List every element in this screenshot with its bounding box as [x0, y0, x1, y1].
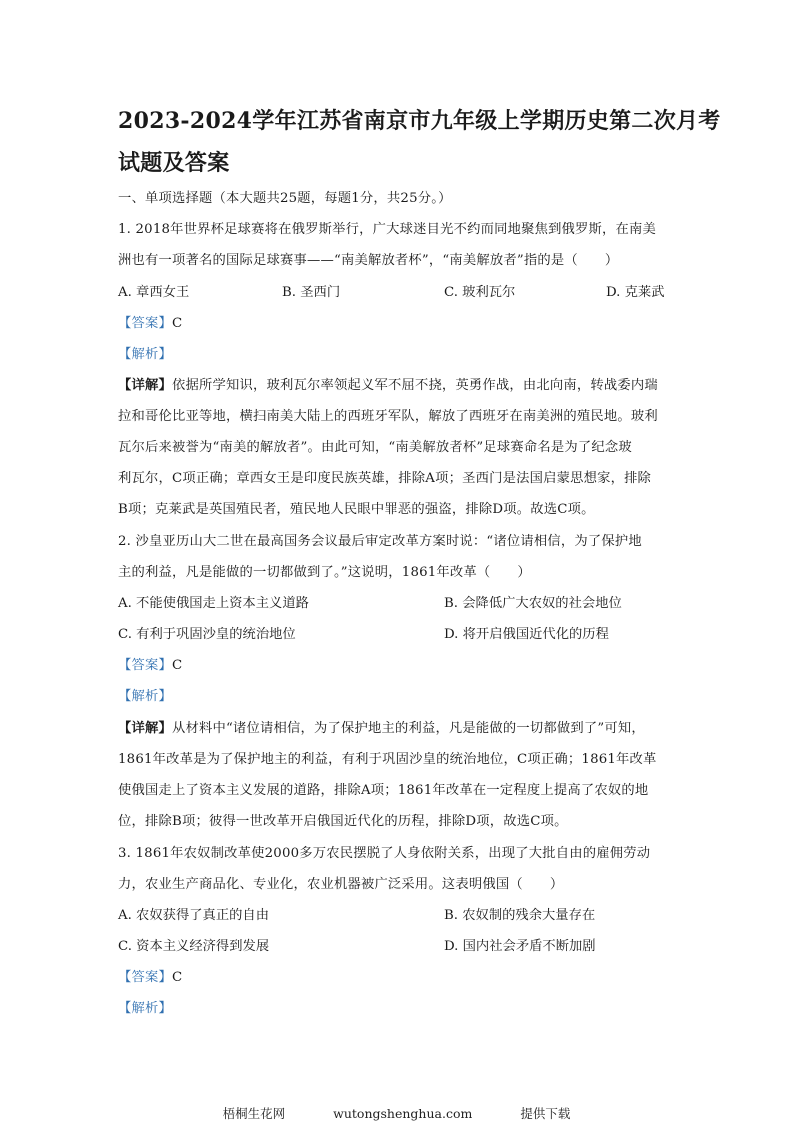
question-2-answer: [118, 654, 182, 673]
question-1-option-b: B. 圣西门: [282, 285, 341, 300]
question-1-detail-5: B项；克莱武是英国殖民者，殖民地人民眼中罪恶的强盗，排除D项。故选C项。: [118, 502, 595, 517]
question-2-option-b: B. 会降低广大农奴的社会地位: [444, 596, 622, 611]
question-2-analysis-label: 【解析】: [118, 689, 172, 704]
document-title-line2: 试题及答案: [118, 150, 230, 176]
question-2-option-d: D. 将开启俄国近代化的历程: [444, 627, 609, 642]
question-2-stem-2: 主的利益，凡是能做的一切都做到了。”这说明，1861年改革（ ）: [118, 565, 531, 580]
question-2-option-c: C. 有利于巩固沙皇的统治地位: [118, 627, 296, 642]
question-1-detail-2: 拉和哥伦比亚等地，横扫南美大陆上的西班牙军队，解放了西班牙在南美洲的殖民地。玻利: [118, 409, 658, 424]
question-1-option-c: C. 玻利瓦尔: [444, 285, 516, 300]
question-1-detail-3: 瓦尔后来被誉为“南美的解放者”。由此可知，“南美解放者杯”足球赛命名是为了纪念玻: [118, 440, 632, 455]
question-2-option-a: A. 不能使俄国走上资本主义道路: [118, 596, 309, 611]
question-3-analysis-label: 【解析】: [118, 1001, 172, 1016]
question-1-stem-1: 1. 2018年世界杯足球赛将在俄罗斯举行，广大球迷目光不约而同地聚焦到俄罗斯，在南美: [118, 222, 657, 237]
question-3-option-a: A. 农奴获得了真正的自由: [118, 908, 270, 923]
answer-value: C: [172, 970, 183, 985]
page-footer: [0, 1104, 793, 1122]
question-1-stem-2: 洲也有一项著名的国际足球赛事——“南美解放者杯”，“南美解放者”指的是（ ）: [118, 253, 619, 268]
answer-value: C: [172, 658, 183, 673]
answer-value: C: [172, 316, 183, 331]
question-2-detail-2: 1861年改革是为了保护地主的利益，有利于巩固沙皇的统治地位，C项正确；1861年改革: [118, 752, 657, 767]
section-heading: 一、单项选择题（本大题共25题，每题1分，共25分。）: [118, 191, 452, 206]
question-1-option-d: D. 克莱武: [606, 285, 665, 300]
answer-label: 【答案】: [118, 970, 172, 985]
question-3-option-c: C. 资本主义经济得到发展: [118, 939, 270, 954]
answer-label: 【答案】: [118, 658, 172, 673]
question-3-answer: [118, 966, 182, 985]
detail-label: 【详解】: [118, 721, 172, 736]
document-title-line1: 2023-2024学年江苏省南京市九年级上学期历史第二次月考: [118, 108, 721, 134]
question-3-option-b: B. 农奴制的残余大量存在: [444, 908, 596, 923]
footer-url[interactable]: wutongshenghua.com: [333, 1106, 473, 1121]
footer-site-name: 梧桐生花网: [222, 1106, 286, 1121]
footer-download: 提供下载: [520, 1106, 571, 1121]
question-1-answer: [118, 312, 182, 331]
question-2-stem-1: 2. 沙皇亚历山大二世在最高国务会议最后审定改革方案时说：“诸位请相信，为了保护地: [118, 534, 642, 549]
question-1-detail-1: 【详解】依据所学知识，玻利瓦尔率领起义军不屈不挠，英勇作战，由北向南，转战委内瑞: [118, 378, 658, 393]
question-2-detail-3: 使俄国走上了资本主义发展的道路，排除A项；1861年改革在一定程度上提高了农奴的地: [118, 783, 649, 798]
question-2-detail-1: 【详解】从材料中“诸位请相信，为了保护地主的利益，凡是能做的一切都做到了”可知，: [118, 721, 645, 736]
question-1-option-a: A. 章西女王: [118, 285, 190, 300]
question-2-detail-4: 位，排除B项；彼得一世改革开启俄国近代化的历程，排除D项，故选C项。: [118, 814, 568, 829]
question-3-stem-1: 3. 1861年农奴制改革使2000多万农民摆脱了人身依附关系，出现了大批自由的雇佣劳动: [118, 846, 651, 861]
detail-label: 【详解】: [118, 378, 172, 393]
question-3-option-d: D. 国内社会矛盾不断加剧: [444, 939, 596, 954]
question-3-stem-2: 力，农业生产商品化、专业化，农业机器被广泛采用。这表明俄国（ ）: [118, 877, 564, 892]
question-1-analysis-label: 【解析】: [118, 347, 172, 362]
question-1-detail-4: 利瓦尔，C项正确；章西女王是印度民族英雄，排除A项；圣西门是法国启蒙思想家，排除: [118, 471, 652, 486]
answer-label: 【答案】: [118, 316, 172, 331]
